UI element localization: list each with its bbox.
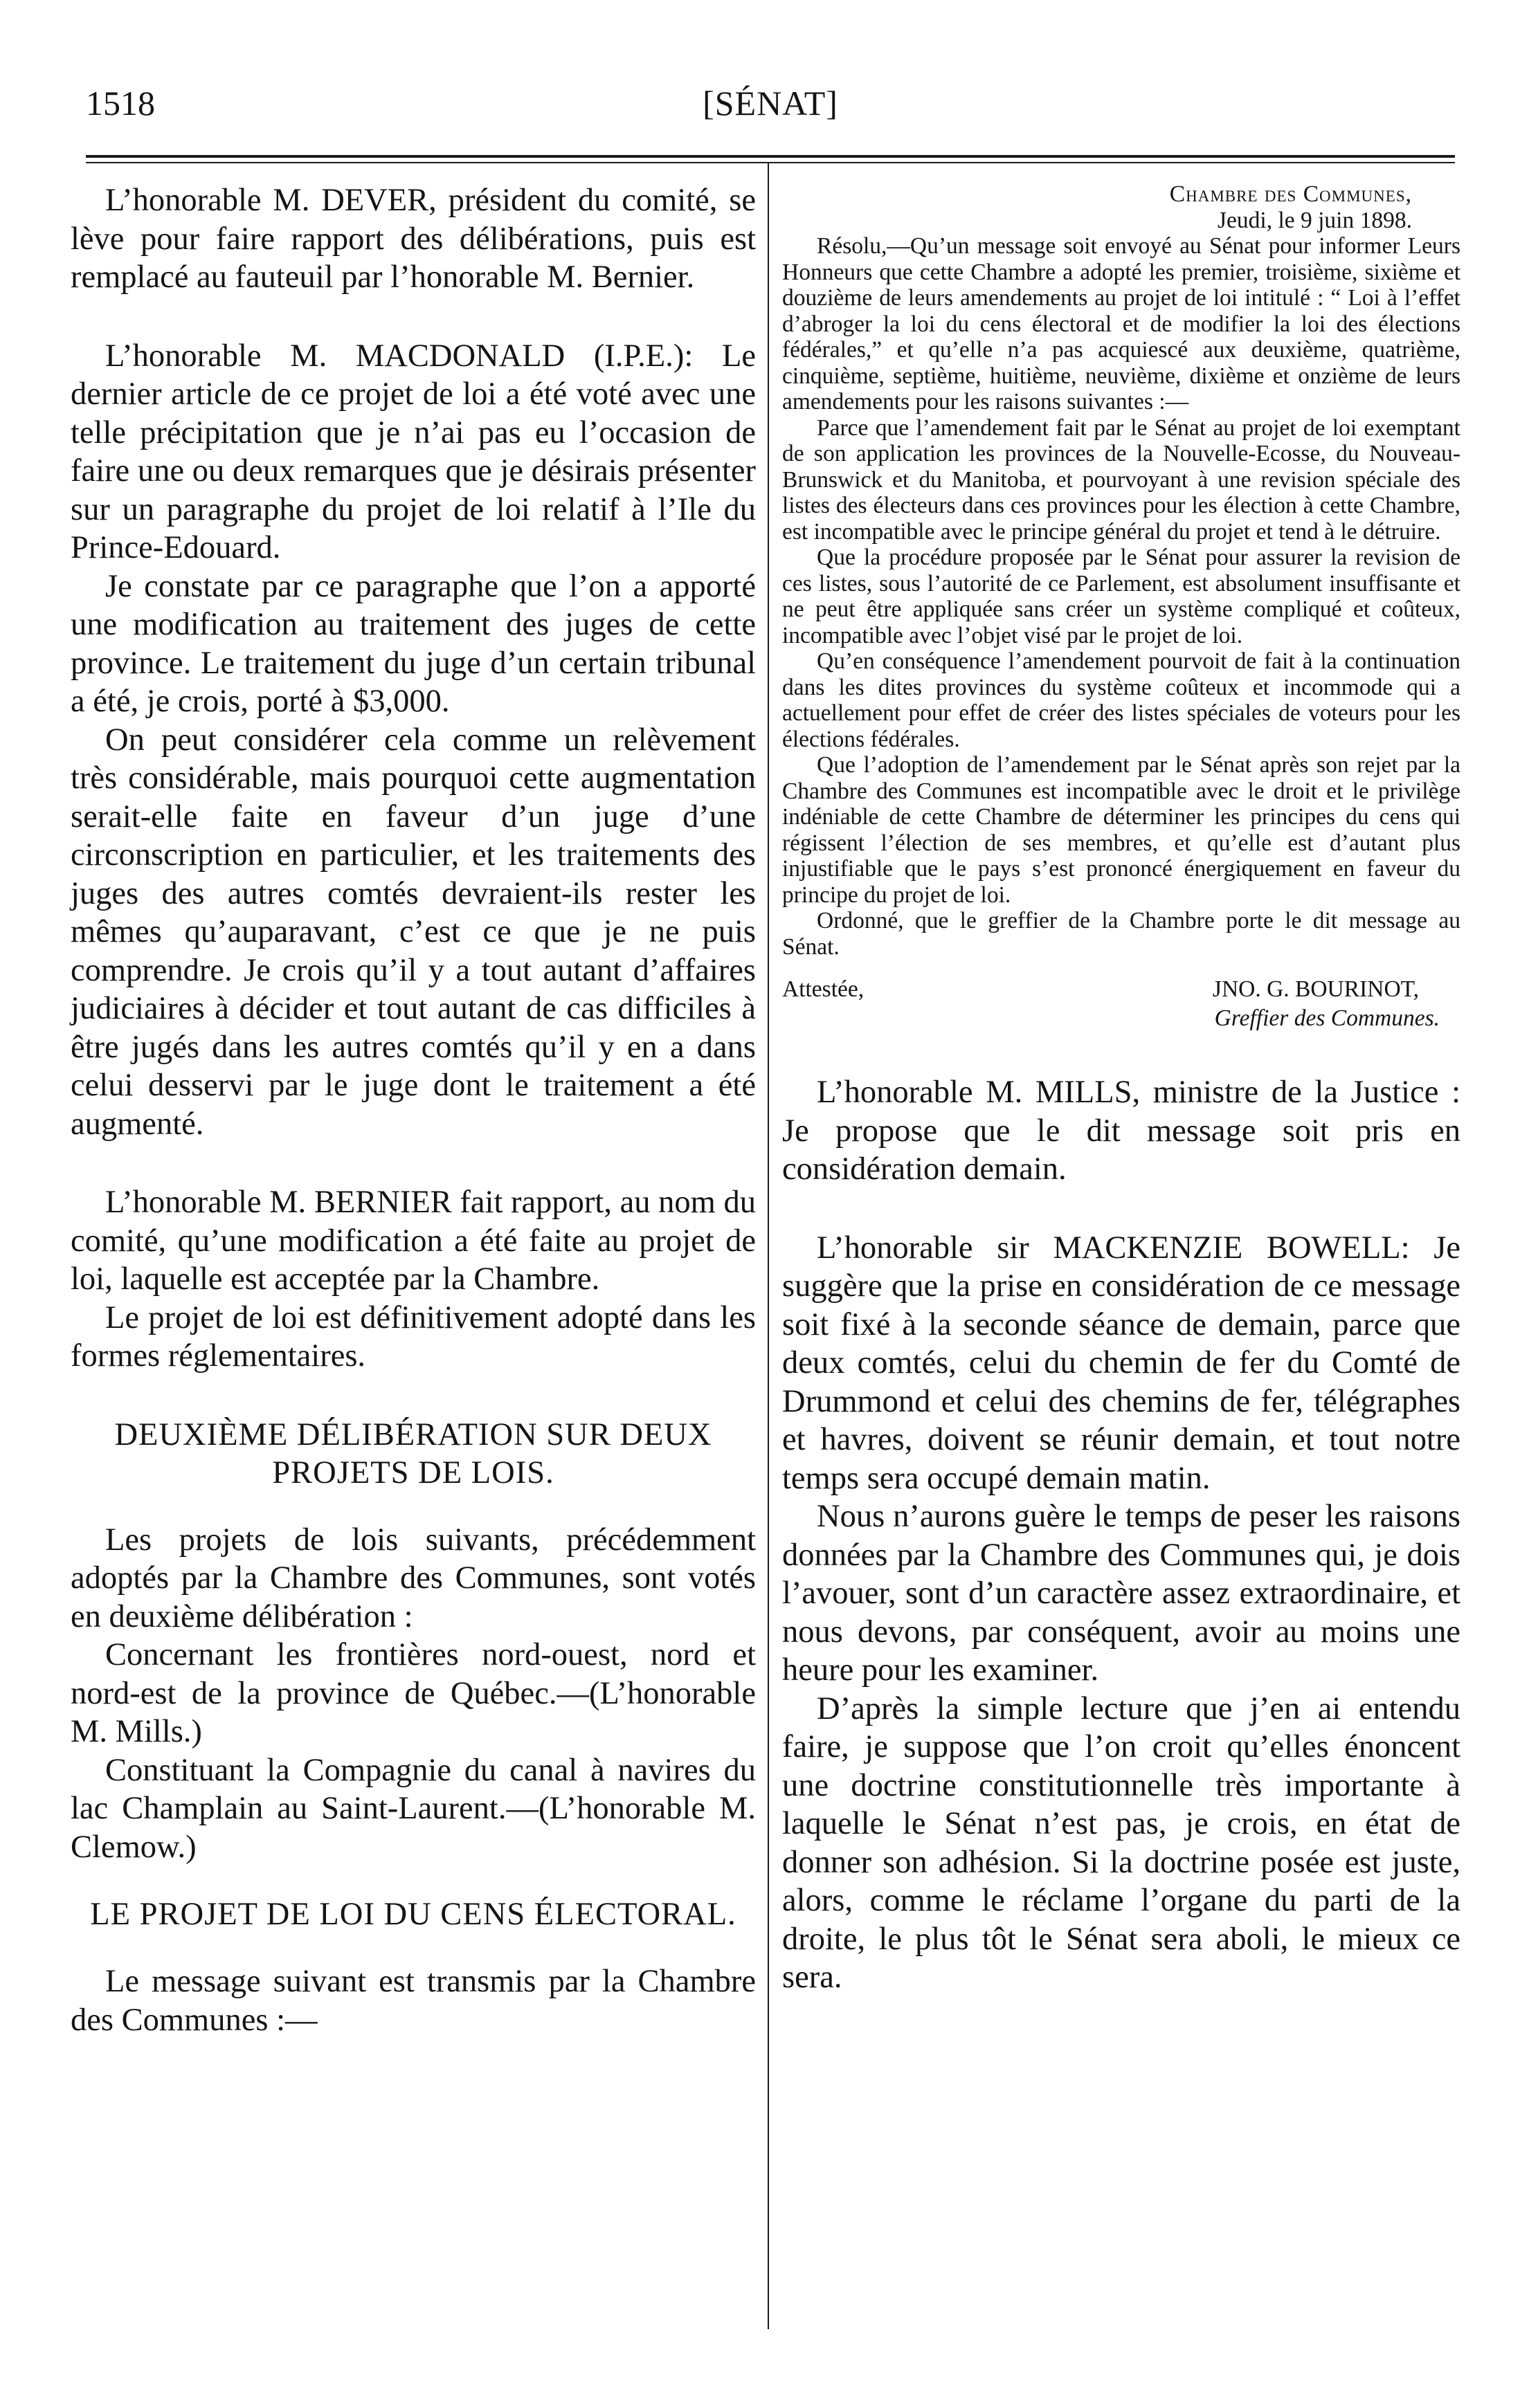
header-rule-thin: [86, 162, 1455, 163]
page-number: 1518: [86, 84, 155, 122]
message-heading: Chambre des Communes,: [1169, 181, 1412, 207]
message-reason-exemption: Parce que l’amendement fait par le Sénat au projet de loi exemptant de son application les provinces de la Nouvelle-Ecosse, du Nouveau-Brunswick et du Manitoba, et pourvoyant à une revision spéciale des listes des électeurs dans ces provinces pour les élection à cette Chambre, est incompatible avec le principe général du projet et tend à le détruire.: [782, 414, 1460, 545]
paragraph-salary-question: On peut considérer cela comme un relèvement très considérable, mais pourquoi cette augmentation serait-elle faite en faveur d’un juge d’une circonscription en particulier, et les traitements des juges des autres comtés devraient-ils rester les mêmes qu’auparavant, c’est ce que je ne puis comprendre. Je crois qu’il y a tout autant d’affaires judiciaires à décider et tout autant de cas difficiles à être jugés dans les autres comtés qu’il y en a dans celui desservi par le juge dont le traitement a été augmenté.: [71, 722, 756, 1142]
message-date: Jeudi, le 9 juin 1898.: [1217, 207, 1412, 233]
commons-message: [782, 181, 1460, 1033]
left-column: [71, 181, 756, 2039]
message-reason-procedure: Que la procédure proposée par le Sénat pour assurer la revision de ces listes, sous l’autorité de ce Parlement, est absolument insuffisante et ne peut être appliquée sans créer un système compliqué et coûteux, incompatible avec l’objet visé par le projet de loi.: [782, 545, 1460, 648]
paragraph-judges-salary: Je constate par ce paragraphe que l’on a apporté une modification au traitement des juges de cette province. Le traitement du juge d’un certain tribunal a été, je crois, porté à $3,000.: [71, 568, 756, 719]
paragraph-bowell-suggestion: L’honorable sir MACKENZIE BOWELL: Je suggère que la prise en considération de ce message soit fixé à la seconde séance de demain, parce que deux comtés, celui du chemin de fer du Comté de Drummond et celui des chemins de fer, télégraphes et havres, doivent se réunir demain, et tout notre temps sera occupé demain matin.: [782, 1230, 1460, 1496]
paragraph-bills-intro: Les projets de lois suivants, précédemment adoptés par la Chambre des Communes, sont votés en deuxième délibération :: [71, 1522, 756, 1634]
paragraph-bill-champlain-canal: Constituant la Compagnie du canal à navires du lac Champlain au Saint-Laurent.—(L’honorable M. Clemow.): [71, 1752, 756, 1865]
paragraph-bill-adopted: Le projet de loi est définitivement adopté dans les formes réglementaires.: [71, 1299, 756, 1374]
paragraph-bernier-report: L’honorable M. BERNIER fait rapport, au nom du comité, qu’une modification a été faite au projet de loi, laquelle est acceptée par la Chambre.: [71, 1185, 756, 1297]
paragraph-mills-motion: L’honorable M. MILLS, ministre de la Justice : Je propose que le dit message soit pris en considération demain.: [782, 1075, 1460, 1187]
right-column: [782, 181, 1460, 1997]
paragraph-bowell-doctrine: D’après la simple lecture que j’en ai entendu faire, je suppose que l’on croit qu’elles énoncent une doctrine constitutionnelle très importante à laquelle le Sénat n’est pas, je crois, en état de donner son adhésion. Si la doctrine posée est juste, alors, comme le réclame l’organe du parti de la droite, le plus tôt le Sénat sera aboli, le mieux ce sera.: [782, 1690, 1460, 1995]
column-divider: [768, 163, 769, 2329]
page-header: [86, 83, 1455, 138]
section-heading-second-reading: DEUXIÈME DÉLIBÉRATION SUR DEUX PROJETS DE LOIS.: [114, 1416, 712, 1490]
message-resolution: Résolu,—Qu’un message soit envoyé au Sénat pour informer Leurs Honneurs que cette Chambre a adopté les premier, troisième, sixième et douzième de leurs amendements au projet de loi intitulé : “ Loi à l’effet d’abroger la loi du cens électoral et de modifier la loi des élections fédérales,” et qu’elle n’a pas acquiescé aux deuxième, quatrième, cinquième, septième, huitième, neuvième, dixième et onzième de leurs amendements pour les raisons suivantes :—: [782, 233, 1460, 414]
paragraph-message-intro: Le message suivant est transmis par la Chambre des Communes :—: [71, 1964, 756, 2038]
paragraph-bowell-time: Nous n’aurons guère le temps de peser les raisons données par la Chambre des Communes qui, je dois l’avouer, sont d’un caractère assez extraordinaire, et nous devons, par conséquent, avoir au moins une heure pour les examiner.: [782, 1499, 1460, 1688]
attestation-line: [782, 975, 1460, 1004]
attestation-label: Attestée,: [782, 976, 865, 1002]
section-heading-franchise-bill: LE PROJET DE LOI DU CENS ÉLECTORAL.: [90, 1897, 736, 1932]
paragraph-dever-report: L’honorable M. DEVER, président du comité, se lève pour faire rapport des délibérations, puis est remplacé au fauteuil par l’honorable M. Bernier.: [71, 183, 756, 295]
message-reason-privilege: Que l’adoption de l’amendement par le Sénat après son rejet par la Chambre des Communes est incompatible avec le droit et le privilège indéniable de cette Chambre de déterminer les principes du cens qui régissent l’élection de ses membres, et qu’elle est d’autant plus injustifiable que le pays s’est prononcé énergiquement en faveur du principe du projet de loi.: [782, 752, 1460, 908]
signatory-name: JNO. G. BOURINOT,: [1212, 976, 1419, 1002]
signatory-title: Greffier des Communes.: [1214, 1005, 1440, 1031]
paragraph-bill-quebec-boundaries: Concernant les frontières nord-ouest, nord et nord-est de la province de Québec.—(L’honorable M. Mills.): [71, 1637, 756, 1749]
paragraph-macdonald-speech: L’honorable M. MACDONALD (I.P.E.): Le dernier article de ce projet de loi a été voté avec une telle précipitation que je n’ai pas eu l’occasion de faire une ou deux remarques que je désirais présenter sur un paragraphe du projet de loi relatif à l’Ile du Prince-Edouard.: [71, 338, 756, 565]
message-order: Ordonné, que le greffier de la Chambre porte le dit message au Sénat.: [782, 908, 1460, 960]
running-head: [SÉNAT]: [703, 84, 838, 122]
header-rule-thick: [86, 155, 1455, 158]
message-reason-continuation: Qu’en conséquence l’amendement pourvoit de fait à la continuation dans les dites provinces du système coûteux et incommode qui a actuellement pour effet de créer des listes spéciales de voteurs pour les élections fédérales.: [782, 648, 1460, 752]
